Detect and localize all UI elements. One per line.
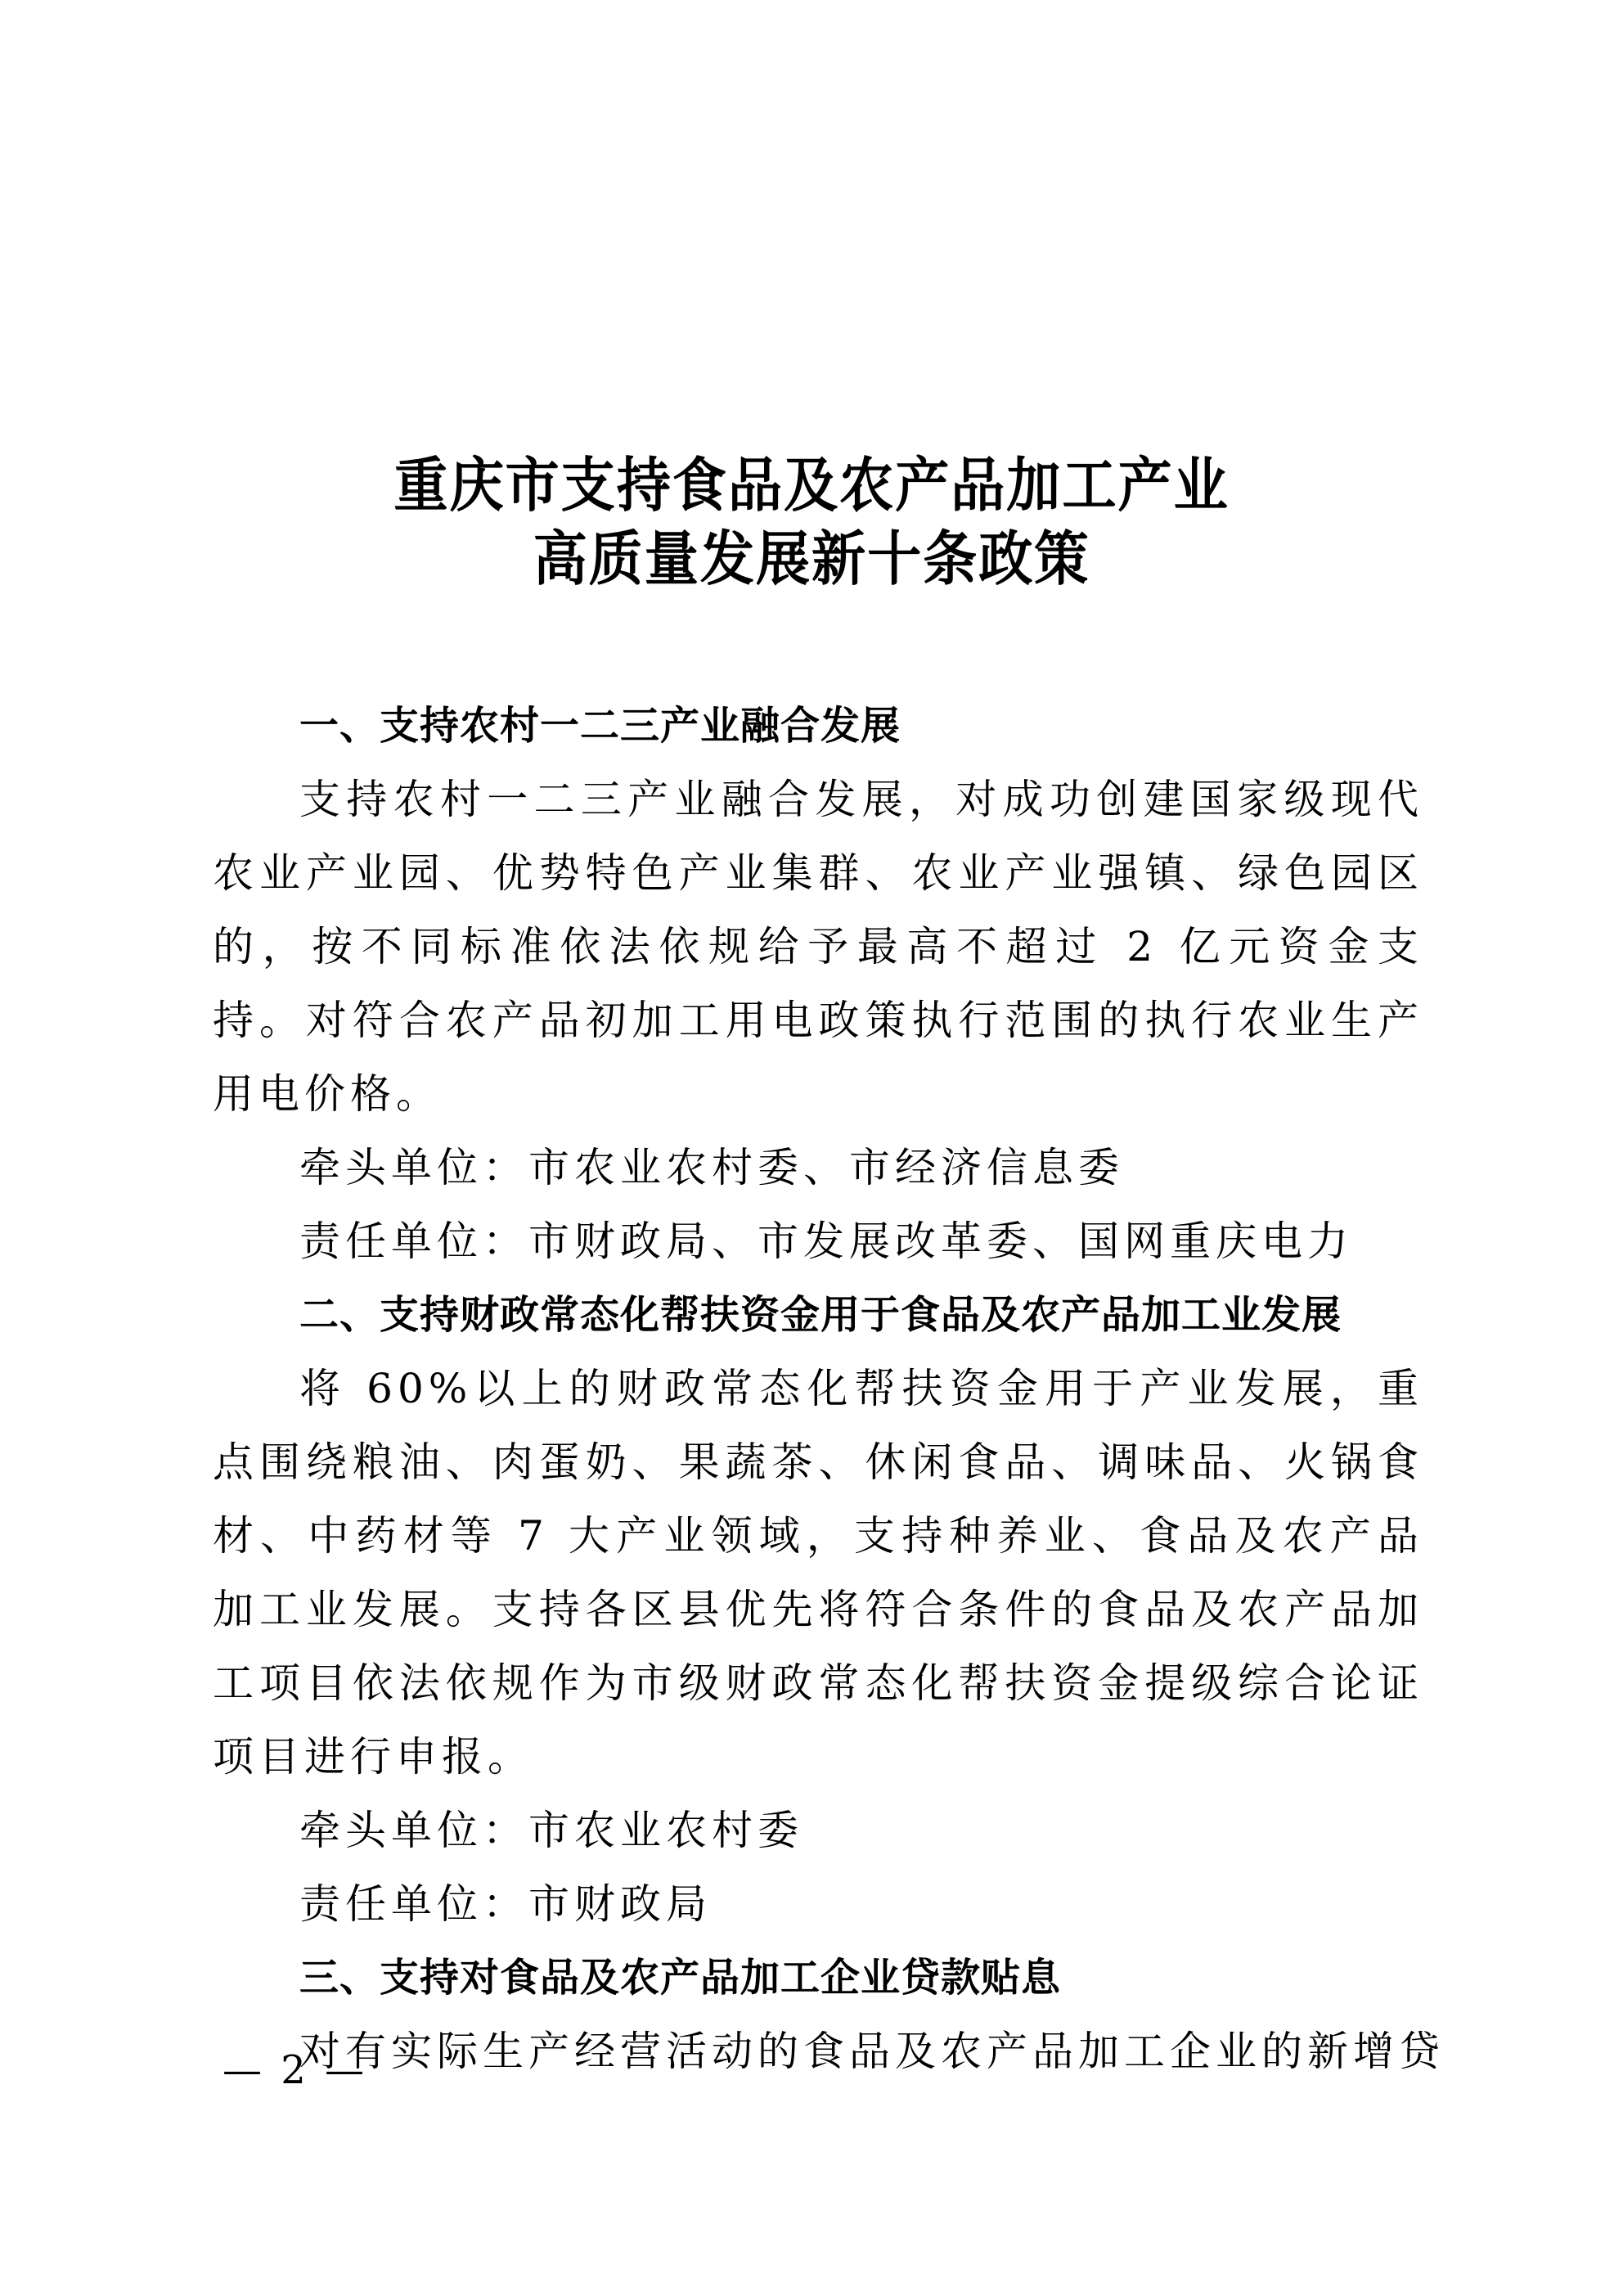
- responsible-units-1: 责任单位：市财政局、市发展改革委、国网重庆电力: [299, 1218, 1353, 1265]
- section-heading-1: 一、支持农村一二三产业融合发展: [299, 703, 901, 749]
- document-body: [213, 689, 1445, 2088]
- section-heading-2: 二、支持财政常态化帮扶资金用于食品及农产品加工业发展: [299, 1292, 1342, 1338]
- section-heading-3: 三、支持对食品及农产品加工企业贷款贴息: [299, 1955, 1062, 2001]
- document-title: [0, 448, 1623, 596]
- responsible-units-2: 责任单位：市财政局: [299, 1880, 712, 1928]
- section-body-2: 将 60%以上的财政常态化帮扶资金用于产业发展，重点围绕粮油、肉蛋奶、果蔬茶、休闲食品、调味品、火锅食材、中药材等 7 大产业领域，支持种养业、食品及农产品加工业发展。支持各区县优先将符合条件的食品及农产品加工项目依法依规作为市级财政常态化帮扶资金提级综合论证项目进行申报。: [213, 1365, 1423, 1781]
- page-number: — 2 —: [223, 2047, 368, 2093]
- title-line-1: 重庆市支持食品及农产品加工产业: [393, 450, 1230, 520]
- title-line-2: 高质量发展新十条政策: [533, 524, 1090, 593]
- lead-units-1: 牵头单位：市农业农村委、市经济信息委: [299, 1144, 1124, 1191]
- section-body-1: 支持农村一二三产业融合发展，对成功创建国家级现代农业产业园、优势特色产业集群、农业产业强镇、绿色园区的，按不同标准依法依规给予最高不超过 2 亿元资金支持。对符合农产品初加工用电政策执行范围的执行农业生产用电价格。: [213, 776, 1423, 1118]
- section-body-3: 对有实际生产经营活动的食品及农产品加工企业的新增贷: [299, 2028, 1445, 2075]
- lead-units-2: 牵头单位：市农业农村委: [299, 1807, 803, 1854]
